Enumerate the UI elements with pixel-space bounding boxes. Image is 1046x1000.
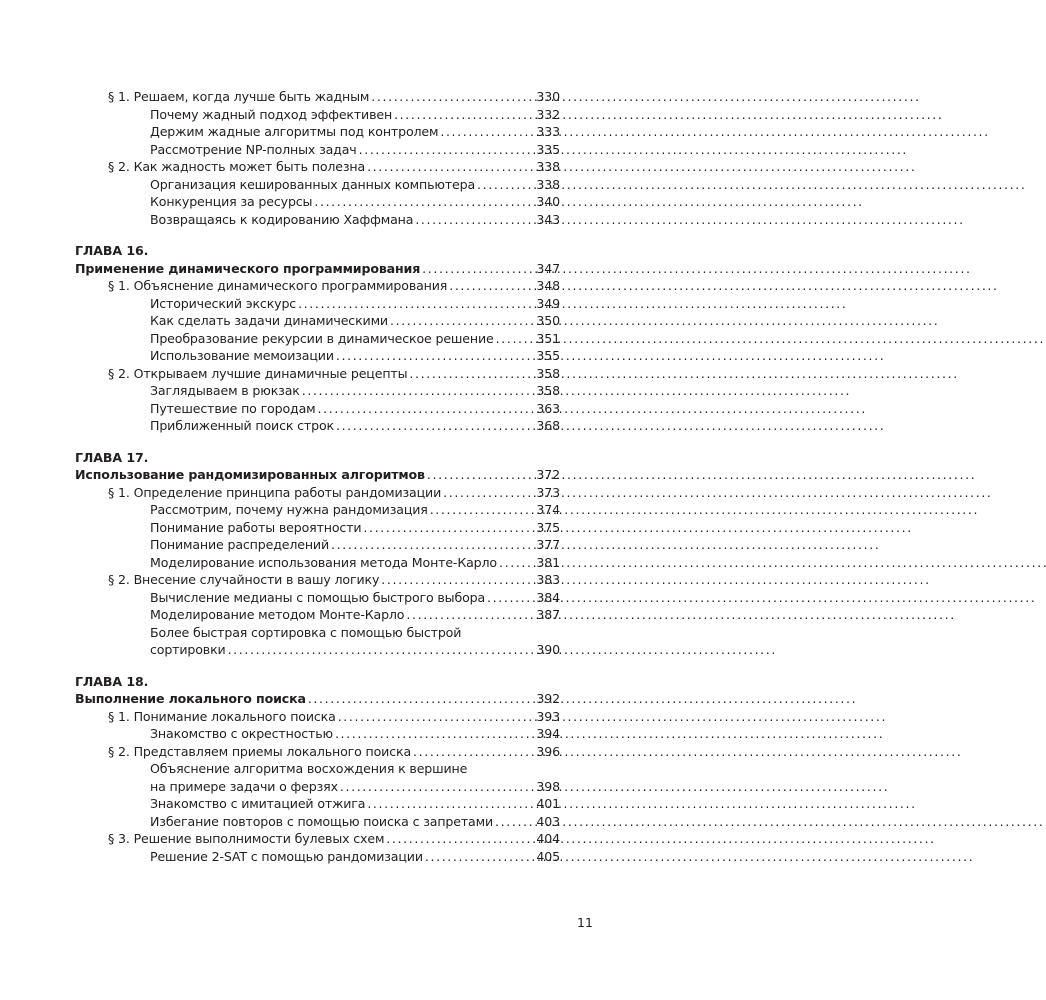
chapter-title-row (75, 690, 560, 708)
dot-leader (415, 211, 534, 229)
toc-subsection-entry (75, 624, 560, 642)
entry-page-number: 396 (536, 743, 560, 759)
entry-page-number: 350 (536, 313, 560, 328)
entry-page-number: 349 (536, 295, 560, 311)
entry-page-number: 351 (536, 330, 560, 346)
entry-page-number: 335 (536, 141, 560, 157)
dot-leader (331, 536, 534, 554)
entry-title: сортировки (150, 642, 226, 657)
entry-page-number: 358 (536, 383, 560, 398)
entry-title: Использование мемоизации (150, 348, 334, 363)
dot-leader (302, 382, 535, 400)
entry-page-number: 393 (536, 708, 560, 724)
toc-subsection-entry (75, 176, 560, 194)
toc-subsection-entry (75, 400, 560, 418)
dot-leader (495, 813, 534, 831)
toc-subsection-entry (75, 519, 560, 537)
entry-title: Выполнение локального поиска (75, 691, 306, 706)
entry-page-number: 332 (536, 106, 560, 122)
entry-page-number: 368 (536, 418, 560, 433)
entry-page-number: 375 (536, 519, 560, 535)
dot-leader (335, 725, 534, 743)
toc-subsection-entry (75, 813, 560, 831)
entry-page-number: 333 (536, 124, 560, 139)
toc-subsection-entry (75, 382, 560, 400)
toc-section-entry (75, 830, 560, 848)
toc-chapter (75, 242, 560, 435)
entry-title: Вычисление медианы с помощью быстрого выбора (150, 589, 486, 605)
dot-leader (390, 312, 534, 330)
entry-page-number: 347 (536, 260, 560, 276)
entry-page-number: 403 (536, 813, 560, 829)
toc-subsection-entry (75, 848, 560, 866)
toc-chapters (75, 242, 560, 865)
entry-title: Возвращаясь к кодированию Хаффмана (150, 211, 414, 227)
entry-title: § 1. Определение принципа работы рандомизации (108, 484, 442, 500)
toc-chapter (75, 673, 560, 866)
entry-title: § 2. Как жадность может быть полезна (108, 159, 366, 174)
toc-subsection-entry (75, 554, 560, 572)
dot-leader (367, 795, 534, 813)
dot-leader (381, 571, 534, 589)
toc-subsection-entry (75, 312, 560, 330)
entry-title: Держим жадные алгоритмы под контролем (150, 124, 439, 139)
dot-leader (314, 193, 534, 211)
dot-leader (338, 708, 535, 726)
chapter-label: ГЛАВА 18. (75, 673, 149, 689)
entry-title: Объяснение алгоритма восхождения к вершине (150, 761, 468, 776)
entry-title: § 1. Объяснение динамического программирования (108, 278, 448, 293)
entry-page-number: 401 (536, 796, 560, 811)
entry-title: Рассмотрение NP-полных задач (150, 141, 357, 157)
dot-leader (336, 347, 535, 365)
toc-chapter (75, 449, 560, 659)
entry-page-number: 373 (536, 484, 560, 500)
dot-leader (371, 88, 534, 106)
dot-leader (413, 743, 534, 761)
toc-subsection-entry (75, 330, 560, 348)
dot-leader (409, 365, 534, 383)
dot-leader (449, 277, 534, 295)
entry-page-number: 338 (536, 176, 560, 192)
entry-title: § 3. Решение выполнимости булевых схем (108, 831, 385, 846)
dot-leader (386, 830, 534, 848)
toc-section-entry (75, 743, 560, 761)
toc-section-entry (75, 158, 560, 176)
entry-title: Организация кешированных данных компьютера (150, 176, 476, 192)
dot-leader (477, 176, 534, 194)
entry-page-number: 398 (536, 778, 560, 794)
dot-leader (367, 158, 534, 176)
entry-title: § 1. Решаем, когда лучше быть жадным (108, 89, 370, 104)
toc-section-entry (75, 708, 560, 726)
entry-page-number: 390 (536, 642, 560, 657)
entry-title: Знакомство с имитацией отжига (150, 796, 366, 811)
entry-page-number: 384 (536, 589, 560, 605)
entry-title: Конкуренция за ресурсы (150, 194, 313, 209)
entry-title: Использование рандомизированных алгоритмов (75, 467, 425, 482)
entry-page-number: 404 (536, 831, 560, 846)
chapter-title-row (75, 260, 560, 278)
toc-section-entry (75, 88, 560, 106)
dot-leader (443, 484, 534, 502)
table-of-contents (75, 88, 560, 865)
toc-section-entry (75, 277, 560, 295)
dot-leader (394, 106, 534, 124)
entry-title: Заглядываем в рюкзак (150, 383, 300, 398)
chapter-label: ГЛАВА 16. (75, 243, 149, 258)
entry-title: Решение 2-SAT с помощью рандомизации (150, 848, 423, 864)
entry-page-number: 358 (536, 365, 560, 381)
toc-subsection-entry (75, 141, 560, 159)
toc-subsection-entry (75, 193, 560, 211)
entry-page-number: 383 (536, 572, 560, 587)
dot-leader (499, 554, 534, 572)
entry-title: § 2. Представляем приемы локального поиска (108, 743, 412, 759)
dot-leader (318, 400, 535, 418)
dot-leader (308, 690, 535, 708)
toc-subsection-entry (75, 536, 560, 554)
dot-leader (496, 330, 535, 348)
entry-title: Знакомство с окрестностью (150, 726, 333, 741)
dot-leader (336, 417, 534, 435)
entry-title: Более быстрая сортировка с помощью быстрой (150, 624, 462, 640)
entry-title: Путешествие по городам (150, 400, 316, 416)
toc-subsection-entry (75, 606, 560, 624)
entry-title: Моделирование методом Монте-Карло (150, 607, 405, 622)
entry-page-number: 381 (536, 554, 560, 570)
entry-page-number: 338 (536, 159, 560, 174)
dot-leader (298, 295, 534, 313)
toc-subsection-entry (75, 778, 560, 796)
entry-title: Приближенный поиск строк (150, 418, 334, 433)
toc-subsection-entry (75, 795, 560, 813)
entry-title: Применение динамического программирования (75, 260, 421, 276)
entry-title: Понимание распределений (150, 537, 329, 552)
entry-page-number: 405 (536, 848, 560, 864)
dot-leader (228, 641, 535, 659)
dot-leader (422, 260, 534, 278)
toc-section-continued (75, 88, 560, 228)
entry-page-number: 330 (536, 89, 560, 104)
toc-subsection-entry (75, 106, 560, 124)
page-number: 11 (577, 915, 593, 930)
entry-page-number: 348 (536, 278, 560, 293)
entry-page-number: 377 (536, 537, 560, 552)
chapter-title-row (75, 466, 560, 484)
entry-title: Избегание повторов с помощью поиска с запретами (150, 813, 494, 829)
dot-leader (430, 501, 535, 519)
entry-title: на примере задачи о ферзях (150, 778, 338, 794)
toc-subsection-entry (75, 295, 560, 313)
toc-section-entry (75, 484, 560, 502)
dot-leader (440, 123, 534, 141)
entry-title: Рассмотрим, почему нужна рандомизация (150, 502, 428, 517)
entry-page-number: 355 (536, 348, 560, 363)
entry-page-number: 372 (536, 467, 560, 482)
entry-title: Исторический экскурс (150, 295, 297, 311)
entry-title: § 2. Внесение случайности в вашу логику (108, 572, 380, 587)
dot-leader (340, 778, 535, 796)
toc-subsection-entry (75, 211, 560, 229)
toc-section-entry (75, 365, 560, 383)
entry-title: Понимание работы вероятности (150, 519, 362, 535)
toc-subsection-entry (75, 501, 560, 519)
toc-subsection-entry (75, 589, 560, 607)
dot-leader (487, 589, 534, 607)
entry-page-number: 340 (536, 194, 560, 209)
entry-title: § 2. Открываем лучшие динамичные рецепты (108, 365, 408, 381)
toc-subsection-entry (75, 123, 560, 141)
dot-leader (427, 466, 535, 484)
chapter-label: ГЛАВА 17. (75, 449, 149, 465)
toc-subsection-entry (75, 760, 560, 778)
entry-title: Как сделать задачи динамическими (150, 313, 388, 328)
entry-title: § 1. Понимание локального поиска (108, 708, 336, 724)
dot-leader (363, 519, 534, 537)
toc-subsection-entry (75, 725, 560, 743)
entry-page-number: 392 (536, 691, 560, 706)
dot-leader (425, 848, 535, 866)
entry-page-number: 374 (536, 502, 560, 517)
entry-title: Преобразование рекурсии в динамическое решение (150, 330, 494, 346)
entry-page-number: 363 (536, 400, 560, 416)
entry-title: Почему жадный подход эффективен (150, 106, 393, 122)
toc-subsection-entry (75, 347, 560, 365)
entry-page-number: 387 (536, 607, 560, 622)
toc-subsection-entry (75, 417, 560, 435)
toc-section-entry (75, 571, 560, 589)
entry-title: Моделирование использования метода Монте-Карло (150, 554, 497, 570)
entry-page-number: 394 (536, 726, 560, 741)
dot-leader (359, 141, 535, 159)
dot-leader (406, 606, 534, 624)
entry-page-number: 343 (536, 211, 560, 227)
toc-subsection-entry (75, 641, 560, 659)
